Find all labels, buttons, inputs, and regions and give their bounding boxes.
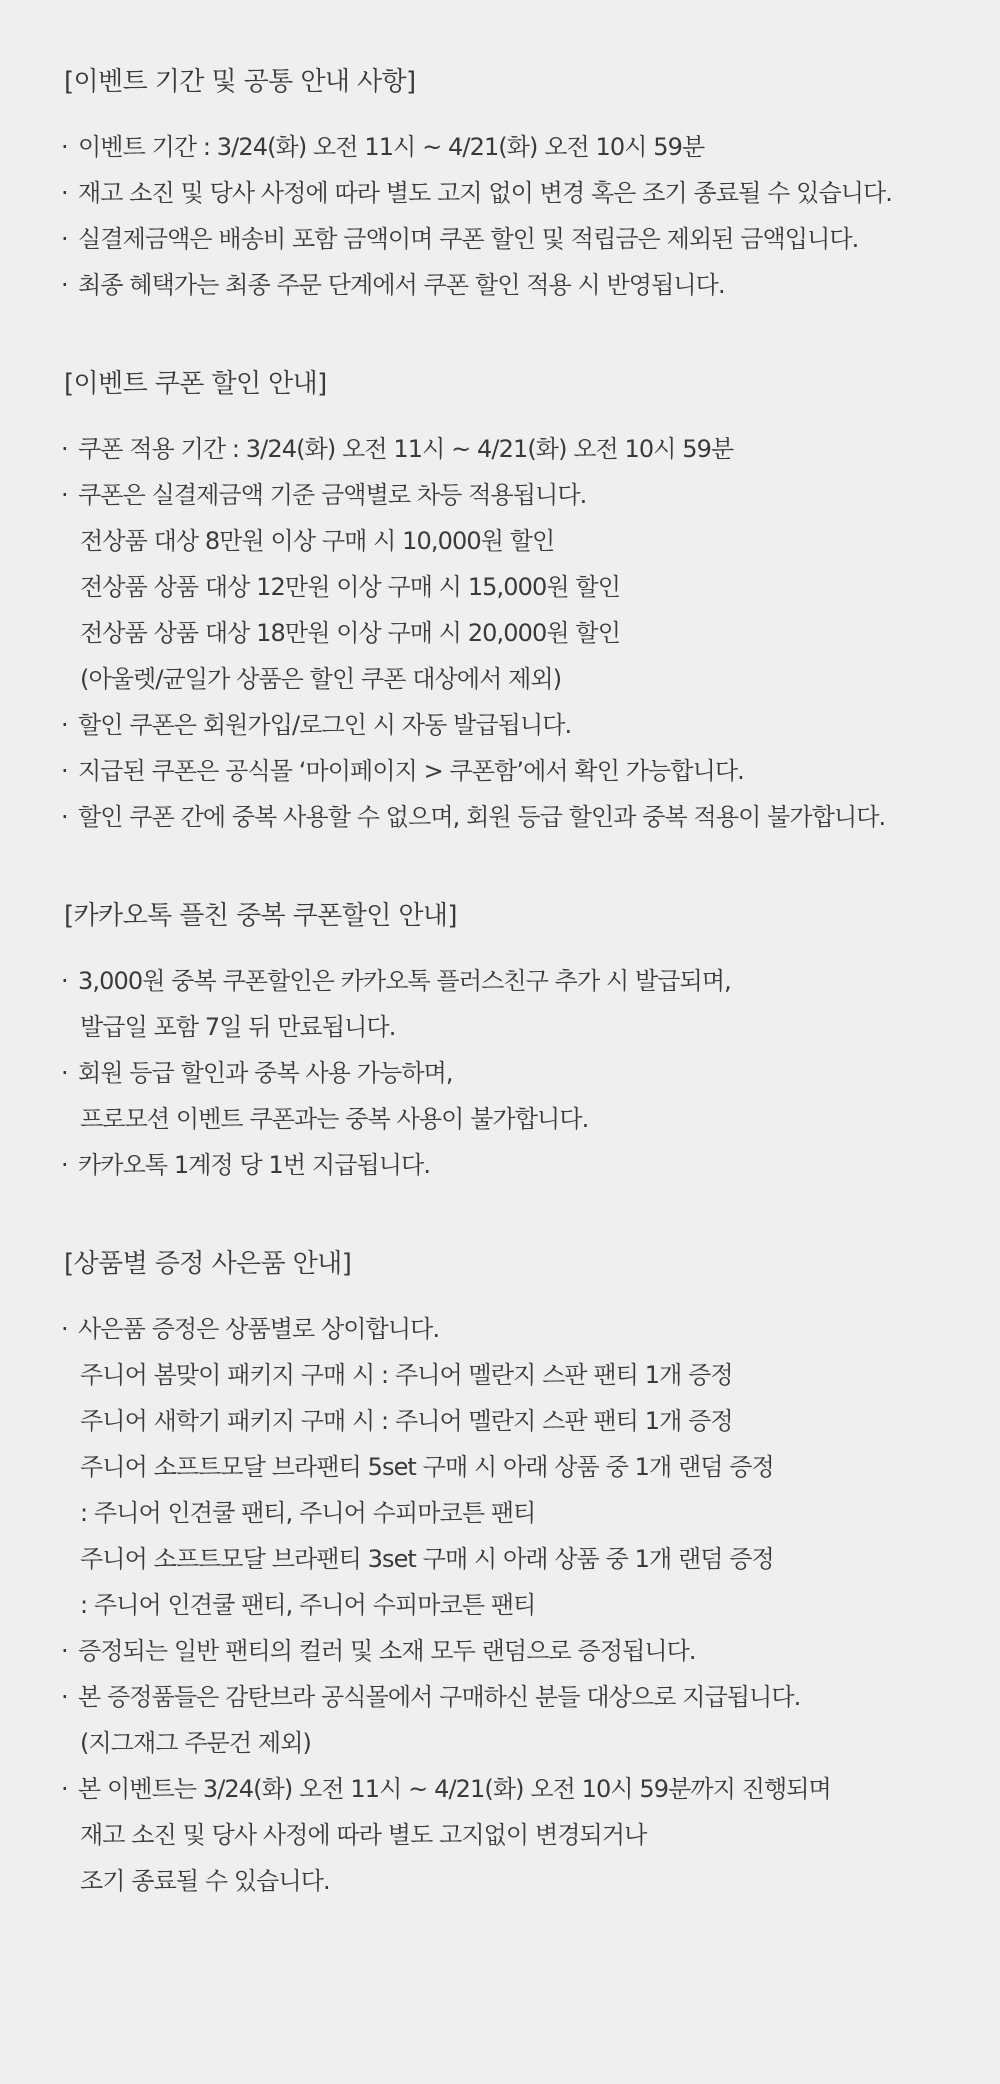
item-detail-text: 전상품 상품 대상 12만원 이상 구매 시 15,000원 할인 bbox=[80, 573, 620, 601]
notice-item bbox=[0, 472, 1000, 702]
notice-item bbox=[0, 794, 1000, 840]
item-detail-text: 재고 소진 및 당사 사정에 따라 별도 고지없이 변경되거나 bbox=[80, 1821, 647, 1849]
item-detail-text: 프로모션 이벤트 쿠폰과는 중복 사용이 불가합니다. bbox=[80, 1105, 589, 1133]
notice-item bbox=[0, 426, 1000, 472]
bullet-icon: · bbox=[61, 435, 69, 463]
notice-item bbox=[0, 748, 1000, 794]
bullet-icon: · bbox=[61, 1683, 69, 1711]
bullet-icon: · bbox=[61, 1151, 69, 1179]
item-detail-text: 주니어 소프트모달 브라팬티 5set 구매 시 아래 상품 중 1개 랜덤 증정 bbox=[80, 1453, 774, 1481]
item-text: 쿠폰은 실결제금액 기준 금액별로 차등 적용됩니다. bbox=[78, 481, 587, 509]
notice-section bbox=[0, 1244, 1000, 1904]
item-text: 쿠폰 적용 기간 : 3/24(화) 오전 11시 ~ 4/21(화) 오전 10시 59분 bbox=[78, 435, 734, 463]
section-title: [카카오톡 플친 중복 쿠폰할인 안내] bbox=[64, 901, 457, 931]
item-text: 사은품 증정은 상품별로 상이합니다. bbox=[78, 1315, 440, 1343]
bullet-icon: · bbox=[61, 711, 69, 739]
item-text: 증정되는 일반 팬티의 컬러 및 소재 모두 랜덤으로 증정됩니다. bbox=[78, 1637, 696, 1665]
bullet-icon: · bbox=[61, 225, 69, 253]
notice-section bbox=[0, 364, 1000, 840]
section-title: [상품별 증정 사은품 안내] bbox=[64, 1249, 352, 1279]
item-text: 최종 혜택가는 최종 주문 단계에서 쿠폰 할인 적용 시 반영됩니다. bbox=[78, 271, 725, 299]
bullet-icon: · bbox=[61, 179, 69, 207]
notice-item bbox=[0, 1306, 1000, 1628]
bullet-icon: · bbox=[61, 803, 69, 831]
bullet-icon: · bbox=[61, 967, 69, 995]
bullet-icon: · bbox=[61, 1775, 69, 1803]
item-detail-text: 전상품 상품 대상 18만원 이상 구매 시 20,000원 할인 bbox=[80, 619, 620, 647]
item-detail-text: 주니어 봄맞이 패키지 구매 시 : 주니어 멜란지 스판 팬티 1개 증정 bbox=[80, 1361, 733, 1389]
item-detail-text: (아울렛/균일가 상품은 할인 쿠폰 대상에서 제외) bbox=[80, 665, 562, 693]
item-detail-text: 주니어 새학기 패키지 구매 시 : 주니어 멜란지 스판 팬티 1개 증정 bbox=[80, 1407, 733, 1435]
item-text: 회원 등급 할인과 중복 사용 가능하며, bbox=[78, 1059, 453, 1087]
item-text: 할인 쿠폰은 회원가입/로그인 시 자동 발급됩니다. bbox=[78, 711, 572, 739]
item-text: 본 이벤트는 3/24(화) 오전 11시 ~ 4/21(화) 오전 10시 59분까지 진행되며 bbox=[78, 1775, 831, 1803]
section-title: [이벤트 쿠폰 할인 안내] bbox=[64, 369, 327, 399]
item-text: 3,000원 중복 쿠폰할인은 카카오톡 플러스친구 추가 시 발급되며, bbox=[78, 967, 731, 995]
notice-section bbox=[0, 896, 1000, 1188]
notice-item bbox=[0, 1766, 1000, 1904]
item-text: 할인 쿠폰 간에 중복 사용할 수 없으며, 회원 등급 할인과 중복 적용이 불가합니다. bbox=[78, 803, 886, 831]
item-text: 본 증정품들은 감탄브라 공식몰에서 구매하신 분들 대상으로 지급됩니다. bbox=[78, 1683, 801, 1711]
notice-item bbox=[0, 702, 1000, 748]
item-detail-text: 전상품 대상 8만원 이상 구매 시 10,000원 할인 bbox=[80, 527, 555, 555]
item-detail-text: 조기 종료될 수 있습니다. bbox=[80, 1867, 330, 1895]
bullet-icon: · bbox=[61, 133, 69, 161]
notice-item bbox=[0, 262, 1000, 308]
notice-item bbox=[0, 124, 1000, 170]
item-detail-text: 주니어 소프트모달 브라팬티 3set 구매 시 아래 상품 중 1개 랜덤 증정 bbox=[80, 1545, 774, 1573]
bullet-icon: · bbox=[61, 757, 69, 785]
bullet-icon: · bbox=[61, 271, 69, 299]
notice-section bbox=[0, 62, 1000, 308]
notice-item bbox=[0, 170, 1000, 216]
bullet-icon: · bbox=[61, 481, 69, 509]
item-detail-text: : 주니어 인견쿨 팬티, 주니어 수피마코튼 팬티 bbox=[80, 1591, 536, 1619]
bullet-icon: · bbox=[61, 1637, 69, 1665]
notice-item bbox=[0, 1050, 1000, 1142]
item-detail-text: 발급일 포함 7일 뒤 만료됩니다. bbox=[80, 1013, 396, 1041]
notice-item bbox=[0, 1674, 1000, 1766]
section-title: [이벤트 기간 및 공통 안내 사항] bbox=[64, 67, 416, 97]
item-text: 실결제금액은 배송비 포함 금액이며 쿠폰 할인 및 적립금은 제외된 금액입니다. bbox=[78, 225, 859, 253]
notice-item bbox=[0, 1628, 1000, 1674]
item-text: 카카오톡 1계정 당 1번 지급됩니다. bbox=[78, 1151, 431, 1179]
item-text: 이벤트 기간 : 3/24(화) 오전 11시 ~ 4/21(화) 오전 10시 59분 bbox=[78, 133, 705, 161]
notice-item bbox=[0, 958, 1000, 1050]
item-text: 재고 소진 및 당사 사정에 따라 별도 고지 없이 변경 혹은 조기 종료될 수 있습니다. bbox=[78, 179, 893, 207]
notice-item bbox=[0, 1142, 1000, 1188]
item-text: 지급된 쿠폰은 공식몰 ‘마이페이지 > 쿠폰함’에서 확인 가능합니다. bbox=[78, 757, 744, 785]
item-detail-text: : 주니어 인견쿨 팬티, 주니어 수피마코튼 팬티 bbox=[80, 1499, 536, 1527]
bullet-icon: · bbox=[61, 1059, 69, 1087]
notice-item bbox=[0, 216, 1000, 262]
item-detail-text: (지그재그 주문건 제외) bbox=[80, 1729, 311, 1757]
bullet-icon: · bbox=[61, 1315, 69, 1343]
